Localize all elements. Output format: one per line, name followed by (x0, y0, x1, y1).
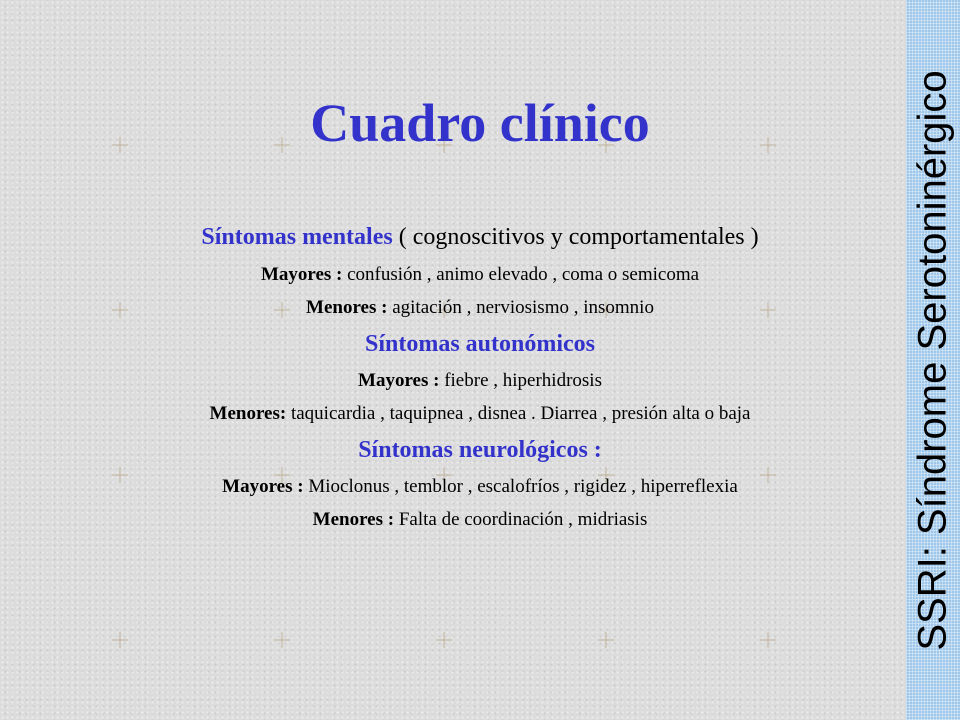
background-motif (758, 630, 778, 650)
neurological-minor-text: Falta de coordinación , midriasis (394, 509, 648, 530)
background-motif (434, 630, 454, 650)
autonomic-major-line (60, 364, 900, 397)
mental-minor-text: agitación , nerviosismo , insomnio (387, 297, 654, 318)
mental-minor-label: Menores : (306, 297, 388, 318)
background-motif (596, 630, 616, 650)
mental-major-label: Mayores : (260, 264, 343, 285)
autonomic-minor-text: taquicardia , taquipnea , disnea . Diarrea , presión alta o baja (286, 403, 751, 424)
neurological-major-label: Mayores : (222, 476, 304, 497)
mental-major-text: confusión , animo elevado , coma o semicoma (342, 264, 700, 285)
mental-heading-label: Síntomas mentales (201, 224, 393, 250)
neurological-major-line (60, 470, 900, 503)
mental-minor-line (60, 291, 900, 324)
neurological-minor-line (60, 503, 900, 536)
mental-symptoms-heading (60, 216, 900, 258)
neurological-symptoms-heading (60, 430, 900, 470)
slide-title: Cuadro clínico (310, 93, 650, 153)
slide-content (60, 216, 900, 536)
background-motif (110, 630, 130, 650)
mental-heading-suffix: ( cognoscitivos y comportamentales ) (392, 224, 759, 250)
neurological-heading-label: Síntomas neurológicos : (358, 437, 602, 463)
background-motif (272, 630, 292, 650)
autonomic-symptoms-heading (60, 324, 900, 364)
mental-major-line (60, 258, 900, 291)
autonomic-minor-label: Menores: (209, 403, 287, 424)
autonomic-minor-line (60, 397, 900, 430)
autonomic-major-text: fiebre , hiperhidrosis (439, 370, 602, 391)
neurological-major-text: Mioclonus , temblor , escalofríos , rigidez , hiperreflexia (303, 476, 738, 497)
autonomic-heading-label: Síntomas autonómicos (364, 331, 596, 357)
neurological-minor-label: Menores : (312, 509, 395, 530)
side-title: SSRI: Síndrome Serotoninérgico (910, 69, 955, 651)
autonomic-major-label: Mayores : (358, 370, 440, 391)
